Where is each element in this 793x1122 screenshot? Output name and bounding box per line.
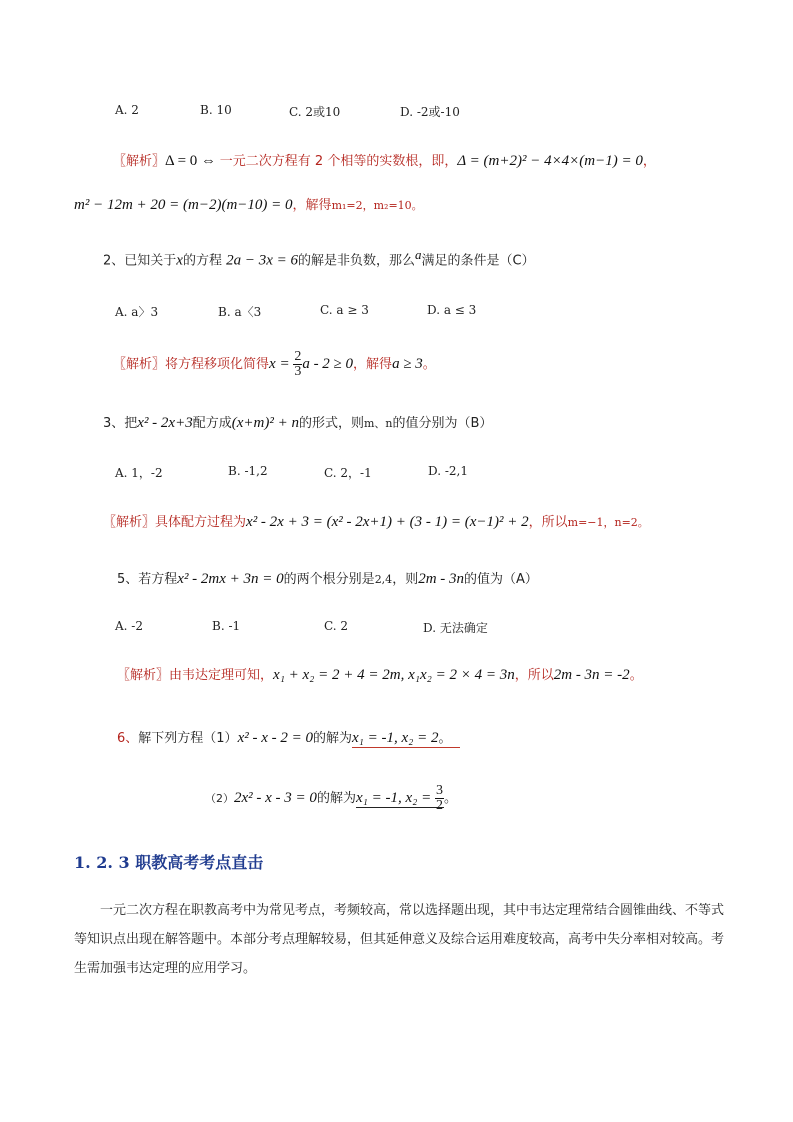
q2-option-a: A. a〉3 <box>115 305 159 319</box>
analysis-text: 。 <box>422 357 436 372</box>
math-expr: 2m - 3n <box>418 571 465 587</box>
q1-option-b: B. 10 <box>200 103 232 117</box>
analysis-values: m=−1，n=2。 <box>567 516 649 529</box>
math-expr: Δ = (m+2)² − 4×4×(m−1) = 0 <box>457 153 643 169</box>
analysis-label: 〖解析〗 <box>103 515 156 530</box>
stem-vars: m、n <box>363 417 393 430</box>
analysis-label: 〖解析〗 <box>113 357 166 372</box>
stem-text: 的两个根分别是 <box>283 572 375 587</box>
math-expr: 2m - 3n = -2 <box>553 667 630 683</box>
math-expr: 2a − 3x = 6 <box>226 252 298 269</box>
math-expr: (x+m)² + n <box>231 415 299 431</box>
fraction <box>435 784 444 813</box>
stem-text: 配方成 <box>192 416 232 431</box>
math-expr: m² − 12m + 20 = (m−2)(m−10) = 0 <box>74 197 293 213</box>
stem-text: 5、若方程 <box>117 572 178 587</box>
analysis-text: 一元二次方程有 2 个相等的实数根，即， <box>219 154 458 169</box>
q1-option-d: D. -2或-10 <box>400 105 460 119</box>
math-expr: x₁ + x₂ = 2 + 4 = 2m, x₁x₂ = 2 × 4 = 3n <box>273 667 515 683</box>
q5-option-a: A. -2 <box>115 619 143 633</box>
q1-analysis-line1 <box>113 150 656 170</box>
stem-text: 的解是非负数，那么 <box>298 253 416 269</box>
stem-text: ，则 <box>392 572 419 587</box>
q5-stem <box>117 568 538 588</box>
stem-roots: 2,4 <box>374 573 393 586</box>
answer-blank: x₁ = -1, x₂ = 2 <box>352 730 439 746</box>
fraction-numerator: 3 <box>435 783 443 798</box>
math-expr: 2x² - x - 3 = 0 <box>234 790 317 806</box>
fraction-denominator: 3 <box>294 364 302 379</box>
analysis-text: 由韦达定理可知， <box>169 668 274 683</box>
math-var: a <box>415 247 422 262</box>
q5-option-d: D. 无法确定 <box>423 621 488 635</box>
analysis-label: 〖解析〗 <box>117 668 170 683</box>
q3-stem <box>103 412 492 432</box>
math-expr: a - 2 ≥ 0 <box>302 356 354 372</box>
stem-text: 。 <box>439 731 460 748</box>
q2-option-c: C. a ≥ 3 <box>320 303 369 317</box>
stem-text: 满足的条件是（C） <box>421 253 535 269</box>
stem-text: 解下列方程（1） <box>138 731 238 746</box>
analysis-text: 。 <box>629 668 643 683</box>
analysis-text: 将方程移项化简得 <box>165 357 270 372</box>
q5-analysis <box>117 664 643 684</box>
math-var: x <box>176 252 183 269</box>
stem-number: 6、 <box>117 731 139 746</box>
q5-option-b: B. -1 <box>212 619 241 633</box>
section-paragraph: 一元二次方程在职教高考中为常见考点，考频较高，常以选择题出现，其中韦达定理常结合圆锥曲线、不等式等知识点出现在解答题中。本部分考点理解较易，但其延伸意义及综合运用难度较高，高考中失分率相对较高。考生需加强韦达定理的应用学习。 <box>74 903 725 976</box>
stem-text: 的解为 <box>313 731 353 746</box>
math-expr: Δ = 0 ⇔ <box>165 153 220 169</box>
q2-analysis <box>113 350 436 379</box>
stem-text: 的值分别为（B） <box>392 416 493 431</box>
stem-text: 。 <box>443 791 457 806</box>
stem-text: 的值为（A） <box>464 572 538 587</box>
q3-option-c: C. 2，-1 <box>324 466 372 480</box>
math-expr: x² - x - 2 = 0 <box>237 730 313 746</box>
stem-text: 2、已知关于 <box>103 253 177 269</box>
q2-option-b: B. a〈3 <box>218 305 262 319</box>
analysis-text: ，所以 <box>514 668 554 683</box>
stem-text: 的方程 <box>182 253 227 269</box>
analysis-roots: m₁=2，m₂=10。 <box>331 199 423 212</box>
analysis-text: ，解得 <box>353 357 393 372</box>
math-expr: x = <box>269 356 294 372</box>
math-expr: x² - 2mx + 3n = 0 <box>177 571 284 587</box>
q3-option-b: B. -1,2 <box>228 464 268 478</box>
part-label: （2） <box>205 792 234 805</box>
fraction-denominator: 2 <box>435 798 443 813</box>
math-expr: x₁ = -1, x₂ = <box>355 790 435 806</box>
math-expr: a ≥ 3 <box>392 356 423 372</box>
analysis-text: ， <box>642 154 656 169</box>
stem-text: 的形式，则 <box>298 416 364 431</box>
analysis-label: 〖解析〗 <box>113 154 166 169</box>
q3-option-d: D. -2,1 <box>428 464 468 478</box>
stem-text: 的解为 <box>316 791 356 806</box>
q3-option-a: A. 1，-2 <box>115 466 163 480</box>
analysis-text: ，所以 <box>528 515 568 530</box>
q1-option-a: A. 2 <box>115 103 139 117</box>
q2-option-d: D. a ≤ 3 <box>427 303 477 317</box>
math-expr: x² - 2x + 3 = (x² - 2x+1) + (3 - 1) = (x−1)² + 2 <box>246 514 529 530</box>
q5-option-c: C. 2 <box>324 619 349 633</box>
fraction-numerator: 2 <box>294 349 302 364</box>
math-expr: x² - 2x+3 <box>137 415 193 431</box>
fraction <box>293 350 302 379</box>
analysis-text: ，解得 <box>292 198 332 213</box>
analysis-text: 具体配方过程为 <box>155 515 247 530</box>
q1-option-c: C. 2或10 <box>289 105 341 119</box>
answer-blank <box>355 783 444 813</box>
q6-part1 <box>117 727 460 747</box>
stem-text: 3、把 <box>103 416 138 431</box>
q3-analysis <box>103 511 649 531</box>
q6-part2 <box>205 784 457 813</box>
q1-analysis-line2 <box>74 194 423 214</box>
section-heading: 1. 2. 3 职教高考考点直击 <box>74 853 264 872</box>
q2-stem <box>103 247 535 269</box>
